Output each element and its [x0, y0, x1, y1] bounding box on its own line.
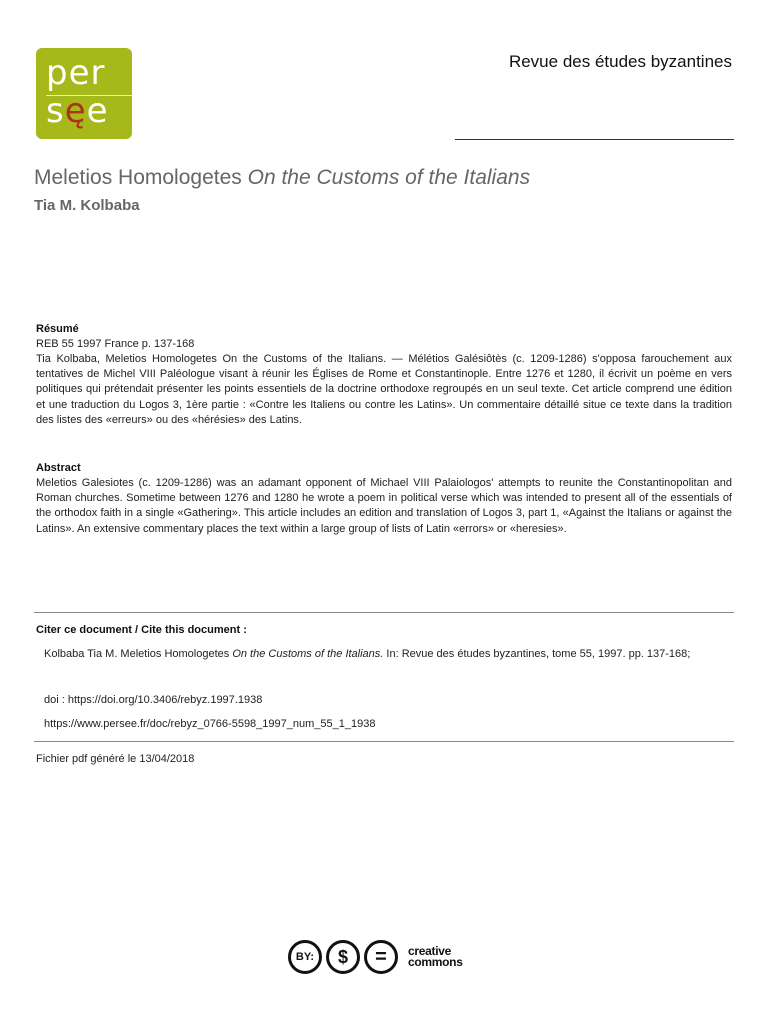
abstract-heading: Abstract [36, 462, 81, 474]
header-rule [455, 139, 734, 140]
journal-name: Revue des études byzantines [508, 52, 732, 71]
cite-ref-italic: On the Customs of the Italians. [232, 648, 384, 660]
cc-nc-icon: $ [326, 940, 360, 974]
cite-top-rule [34, 612, 734, 613]
cite-ref-before: Kolbaba Tia M. Meletios Homologetes [44, 648, 233, 660]
creative-commons-badge[interactable] [288, 937, 463, 977]
logo-line-2 [36, 91, 132, 131]
resume-heading: Résumé [36, 323, 79, 335]
cite-ref-after: In: Revue des études byzantines, tome 55, 1997. pp. 137-168; [383, 648, 691, 660]
persee-logo[interactable] [36, 48, 132, 139]
cc-wordmark [408, 946, 463, 968]
cite-url-link[interactable]: https://www.persee.fr/doc/rebyz_0766-5598_1997_num_55_1_1938 [44, 718, 376, 730]
cite-reference [44, 645, 732, 663]
cc-by-icon: BY: [288, 940, 322, 974]
article-author: Tia M. Kolbaba [34, 197, 140, 214]
logo-line-1: per [46, 53, 106, 93]
resume-text: Tia Kolbaba, Meletios Homologetes On the Customs of the Italians. — Mélétios Galésiôtès (c. 1209-1286) s'opposa farouchement aux tentatives de Michel VIII Paléologue visant à réunir les Églises de Rome et Constantinople. Entre 1276 et 1280, il écrivit un poème en vers politiques qui prétendait présenter les points essentiels de la doctrine orthodoxe regroupés en un seul texte. Cet article comprend une édition et une traduction du Logos 3, 1ère partie : «Contre les Italiens ou contre les Latins». Un commentaire détaillé situe ce texte dans la tradition des listes des «erreurs» ou des «hérésies» des Latins. [36, 353, 732, 426]
logo-accent-letter: ę [64, 91, 87, 131]
title-plain: Meletios Homologetes [34, 166, 248, 189]
abstract-text: Meletios Galesiotes (c. 1209-1286) was an adamant opponent of Michael VIII Palaiologos' attempts to reunite the Constantinopolitan and Roman churches. Sometime between 1276 and 1280 he wrote a poem in political verse which was intended to present all of the essentials of the orthodox faith in a single «Gathering». This article includes an edition and translation of Logos 3, part 1, «Against the Italians or against the Latins». An extensive commentary places the text within a large group of lists of Latin «errors» or «heresies». [36, 477, 732, 535]
cc-word-1: creative [408, 944, 451, 958]
cite-bottom-rule [34, 741, 734, 742]
resume-ref: REB 55 1997 France p. 137-168 [36, 338, 195, 350]
logo-letter: e [86, 91, 109, 131]
cc-word-2: commons [408, 955, 463, 969]
logo-letter: s [46, 91, 65, 131]
title-italic: On the Customs of the Italians [247, 166, 531, 189]
cite-heading: Citer ce document / Cite this document : [36, 624, 247, 636]
generated-date: Fichier pdf généré le 13/04/2018 [36, 753, 195, 765]
cite-doi-link[interactable]: doi : https://doi.org/10.3406/rebyz.1997.1938 [44, 694, 263, 706]
cc-nd-icon: = [364, 940, 398, 974]
article-title [34, 166, 530, 190]
